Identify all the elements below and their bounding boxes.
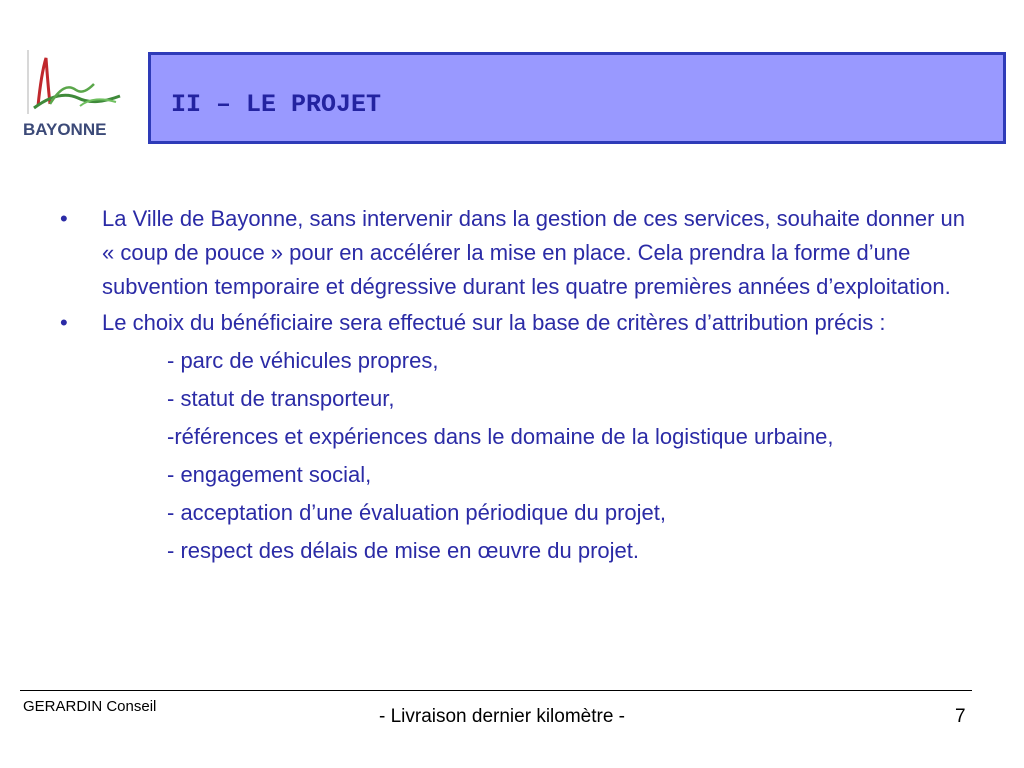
bullet-text: La Ville de Bayonne, sans intervenir dans la gestion de ces services, souhaite donner un « coup de pouce » pour en accélérer la mise en place. Cela prendra la forme d’une subvention temporaire et dégressive durant les quatre premières années d’exploitation.	[102, 206, 966, 299]
bullet-mark: •	[60, 206, 68, 231]
bayonne-emblem-icon	[20, 46, 132, 118]
criterion-item: - respect des délais de mise en œuvre du projet.	[167, 538, 640, 563]
title-banner	[148, 52, 1006, 144]
footer-divider	[20, 690, 972, 691]
bullet-item	[60, 306, 980, 340]
logo-text: BAYONNE	[23, 120, 107, 139]
bullet-mark: •	[60, 310, 68, 335]
criterion-item: - engagement social,	[167, 462, 372, 487]
bullet-item	[60, 202, 980, 304]
criterion-item: - statut de transporteur,	[167, 386, 395, 411]
bayonne-logo	[20, 46, 132, 146]
page-title: II – LE PROJET	[171, 90, 382, 119]
criterion-item: - parc de véhicules propres,	[167, 348, 439, 373]
bullet-text: Le choix du bénéficiaire sera effectué sur la base de critères d’attribution précis :	[102, 310, 886, 335]
page-number: 7	[955, 706, 966, 727]
footer-title: - Livraison dernier kilomètre -	[378, 706, 626, 727]
criterion-item: - acceptation d’une évaluation périodique du projet,	[167, 500, 667, 525]
slide-content	[60, 202, 980, 572]
criterion-item: -références et expériences dans le domaine de la logistique urbaine,	[167, 424, 834, 449]
footer-author: GERARDIN Conseil	[23, 698, 157, 715]
